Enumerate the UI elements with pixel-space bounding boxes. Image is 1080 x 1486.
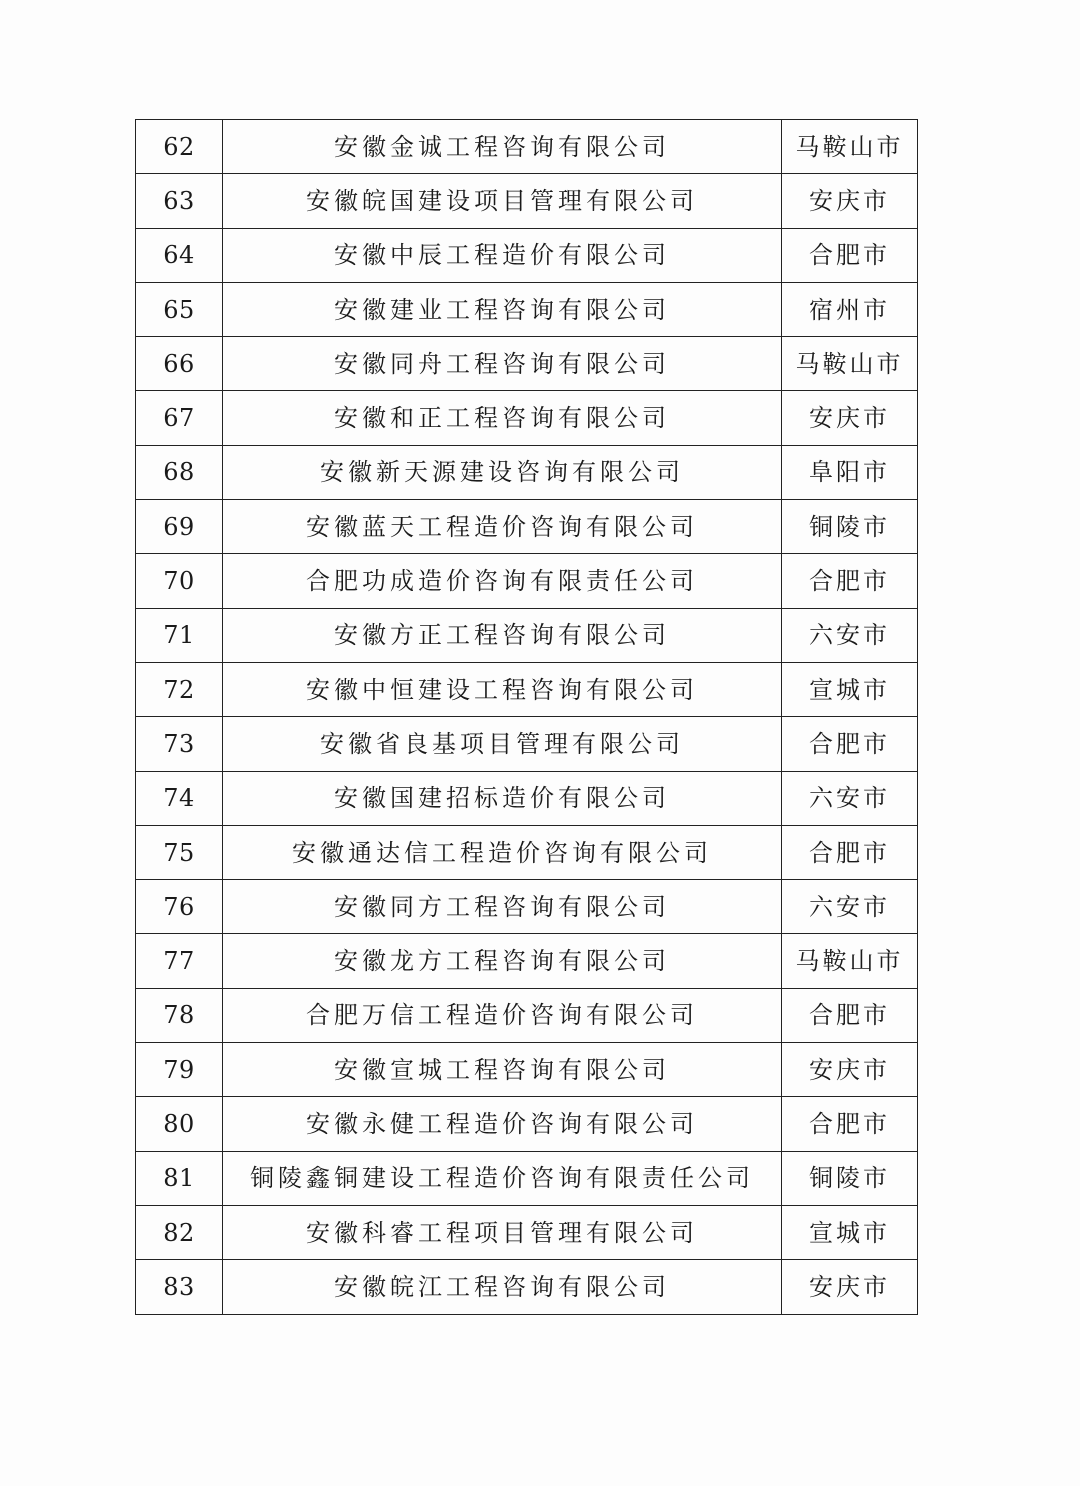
row-number: 70 [136, 554, 223, 608]
row-number: 83 [136, 1260, 223, 1314]
city-name: 宿州市 [782, 282, 918, 336]
city-name: 安庆市 [782, 391, 918, 445]
table-row [136, 554, 918, 608]
company-list-body [136, 120, 918, 1315]
company-name: 安徽国建招标造价有限公司 [223, 771, 782, 825]
company-name: 安徽永健工程造价咨询有限公司 [223, 1097, 782, 1151]
row-number: 69 [136, 500, 223, 554]
row-number: 76 [136, 880, 223, 934]
row-number: 67 [136, 391, 223, 445]
company-name: 安徽建业工程咨询有限公司 [223, 282, 782, 336]
company-name: 安徽方正工程咨询有限公司 [223, 608, 782, 662]
city-name: 合肥市 [782, 825, 918, 879]
row-number: 74 [136, 771, 223, 825]
city-name: 六安市 [782, 771, 918, 825]
table-row [136, 1205, 918, 1259]
company-name: 安徽皖国建设项目管理有限公司 [223, 174, 782, 228]
company-name: 安徽龙方工程咨询有限公司 [223, 934, 782, 988]
table-row [136, 1151, 918, 1205]
city-name: 六安市 [782, 880, 918, 934]
company-name: 安徽蓝天工程造价咨询有限公司 [223, 500, 782, 554]
city-name: 铜陵市 [782, 500, 918, 554]
company-name: 安徽省良基项目管理有限公司 [223, 717, 782, 771]
table-row [136, 500, 918, 554]
city-name: 马鞍山市 [782, 934, 918, 988]
company-name: 安徽科睿工程项目管理有限公司 [223, 1205, 782, 1259]
company-name: 安徽新天源建设咨询有限公司 [223, 445, 782, 499]
table-row [136, 282, 918, 336]
row-number: 77 [136, 934, 223, 988]
city-name: 合肥市 [782, 717, 918, 771]
row-number: 82 [136, 1205, 223, 1259]
row-number: 71 [136, 608, 223, 662]
table-row [136, 880, 918, 934]
company-list-table [135, 119, 918, 1315]
table-row [136, 825, 918, 879]
table-row [136, 174, 918, 228]
table-row [136, 771, 918, 825]
row-number: 78 [136, 988, 223, 1042]
city-name: 宣城市 [782, 1205, 918, 1259]
city-name: 安庆市 [782, 174, 918, 228]
row-number: 63 [136, 174, 223, 228]
table-row [136, 120, 918, 174]
table-row [136, 608, 918, 662]
city-name: 铜陵市 [782, 1151, 918, 1205]
company-name: 安徽同舟工程咨询有限公司 [223, 337, 782, 391]
row-number: 72 [136, 662, 223, 716]
row-number: 75 [136, 825, 223, 879]
company-name: 安徽和正工程咨询有限公司 [223, 391, 782, 445]
company-name: 安徽通达信工程造价咨询有限公司 [223, 825, 782, 879]
row-number: 80 [136, 1097, 223, 1151]
table-row [136, 1043, 918, 1097]
city-name: 安庆市 [782, 1260, 918, 1314]
row-number: 79 [136, 1043, 223, 1097]
city-name: 六安市 [782, 608, 918, 662]
table-row [136, 1260, 918, 1314]
company-name: 铜陵鑫铜建设工程造价咨询有限责任公司 [223, 1151, 782, 1205]
table-row [136, 934, 918, 988]
city-name: 合肥市 [782, 1097, 918, 1151]
company-name: 合肥功成造价咨询有限责任公司 [223, 554, 782, 608]
table-row [136, 717, 918, 771]
company-name: 安徽中恒建设工程咨询有限公司 [223, 662, 782, 716]
table-row [136, 662, 918, 716]
table-row [136, 228, 918, 282]
table-row [136, 445, 918, 499]
table-row [136, 391, 918, 445]
row-number: 64 [136, 228, 223, 282]
city-name: 安庆市 [782, 1043, 918, 1097]
company-name: 安徽金诚工程咨询有限公司 [223, 120, 782, 174]
table-row [136, 337, 918, 391]
city-name: 宣城市 [782, 662, 918, 716]
city-name: 阜阳市 [782, 445, 918, 499]
city-name: 马鞍山市 [782, 337, 918, 391]
row-number: 66 [136, 337, 223, 391]
city-name: 合肥市 [782, 554, 918, 608]
company-name: 安徽宣城工程咨询有限公司 [223, 1043, 782, 1097]
company-name: 合肥万信工程造价咨询有限公司 [223, 988, 782, 1042]
city-name: 合肥市 [782, 988, 918, 1042]
row-number: 65 [136, 282, 223, 336]
city-name: 合肥市 [782, 228, 918, 282]
table-row [136, 988, 918, 1042]
table-row [136, 1097, 918, 1151]
row-number: 68 [136, 445, 223, 499]
row-number: 81 [136, 1151, 223, 1205]
company-name: 安徽同方工程咨询有限公司 [223, 880, 782, 934]
company-name: 安徽皖江工程咨询有限公司 [223, 1260, 782, 1314]
row-number: 73 [136, 717, 223, 771]
company-name: 安徽中辰工程造价有限公司 [223, 228, 782, 282]
row-number: 62 [136, 120, 223, 174]
city-name: 马鞍山市 [782, 120, 918, 174]
